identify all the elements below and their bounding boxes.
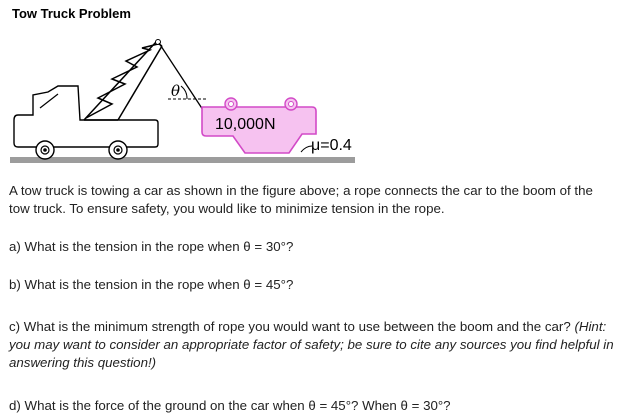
question-d: d) What is the force of the ground on the car when θ = 45°? When θ = 30°? <box>9 398 451 413</box>
angle-label: θ <box>171 82 181 100</box>
intro-paragraph: A tow truck is towing a car as shown in the figure above; a rope connects the car to the boom of the tow truck. To ensure safety, you would like to minimize tension in the rope. <box>9 183 593 216</box>
problem-title: Tow Truck Problem <box>12 6 131 21</box>
question-c <box>9 318 615 372</box>
ground <box>10 157 355 163</box>
question-c-text: c) What is the minimum strength of rope you would want to use between the boom and the car? <box>9 319 571 334</box>
angle-arc <box>181 86 187 99</box>
car-rear-wheel <box>285 98 297 110</box>
friction-label: μ=0.4 <box>311 137 352 154</box>
rope <box>159 43 205 113</box>
boom <box>84 42 162 120</box>
tow-truck-figure <box>0 0 380 175</box>
car-front-wheel <box>225 98 237 110</box>
question-c-hint: (Hint: you may want to consider an appropriate factor of safety; be sure to cite any sources you find helpful in answering this question!) <box>9 319 614 370</box>
question-b: b) What is the tension in the rope when θ = 45°? <box>9 277 294 292</box>
question-a: a) What is the tension in the rope when θ = 30°? <box>9 239 294 254</box>
car-weight-label: 10,000N <box>215 116 276 133</box>
truck-body <box>14 86 158 147</box>
rear-wheel <box>109 141 127 159</box>
front-wheel <box>36 141 54 159</box>
